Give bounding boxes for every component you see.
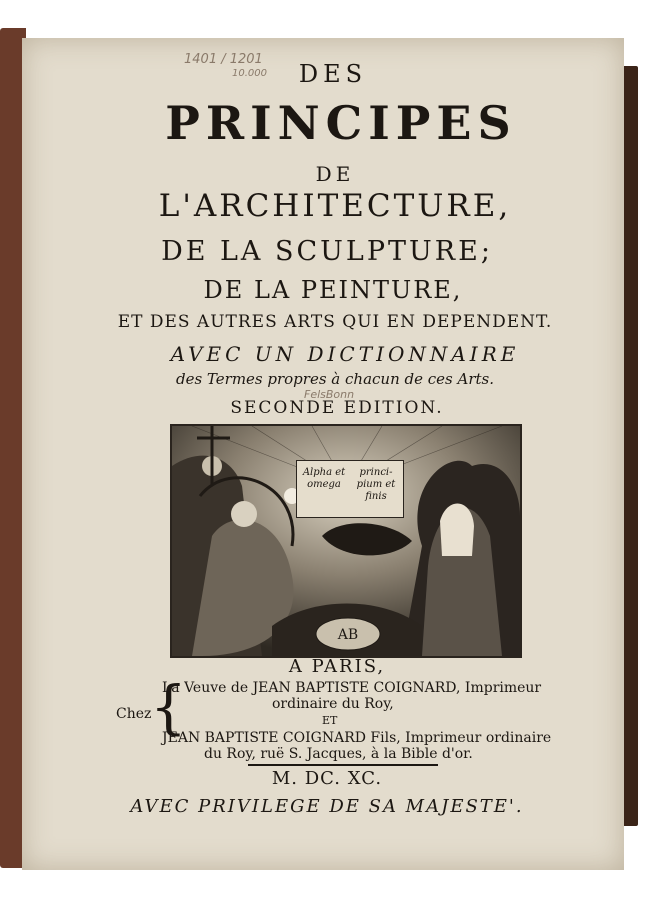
imprint-brace: { [150, 673, 187, 741]
engraved-vignette [170, 424, 522, 658]
title-sculpture: DE LA SCULPTURE; [161, 236, 493, 267]
subtitle-dictionnaire: AVEC UN DICTIONNAIRE [170, 342, 520, 366]
title-principes: PRINCIPES [165, 96, 517, 150]
imprint-line-3: JEAN BAPTISTE COIGNARD Fils, Imprimeur ordinaire [162, 730, 552, 746]
svg-text:AB: AB [337, 627, 359, 643]
imprint-et: ET [322, 714, 338, 727]
handwritten-signature: FelsBonn [304, 388, 355, 401]
privilege-statement: AVEC PRIVILEGE DE SA MAJESTE'. [130, 796, 524, 817]
book-right-page-text: princi-pium et finis [356, 467, 396, 502]
handwritten-shelfmark: 1401 / 1201 [184, 52, 263, 67]
handwritten-price: 10.000 [232, 68, 267, 79]
edition-statement: SECONDE EDITION. [230, 398, 444, 418]
vignette-open-book [296, 460, 404, 518]
title-des: DES [298, 60, 368, 88]
title-peinture: DE LA PEINTURE, [203, 276, 463, 304]
title-autres-arts: ET DES AUTRES ARTS QUI EN DEPENDENT. [117, 312, 553, 332]
imprint-line-4: du Roy, ruë S. Jacques, à la Bible d'or. [204, 746, 473, 762]
imprint-year: M. DC. XC. [271, 768, 383, 789]
title-architecture: L'ARCHITECTURE, [158, 188, 512, 224]
book-left-page-text: Alpha et omega [302, 467, 346, 490]
title-de: DE [315, 162, 355, 186]
subtitle-termes: des Termes propres à chacun de ces Arts. [175, 370, 494, 388]
imprint-chez: Chez [116, 706, 152, 722]
imprint-line-1: La Veuve de JEAN BAPTISTE COIGNARD, Imprimeur [162, 680, 542, 696]
imprint-rule [248, 764, 438, 766]
imprint-line-2: ordinaire du Roy, [272, 696, 394, 712]
imprint-place: A PARIS, [288, 656, 386, 677]
title-page [22, 38, 624, 870]
